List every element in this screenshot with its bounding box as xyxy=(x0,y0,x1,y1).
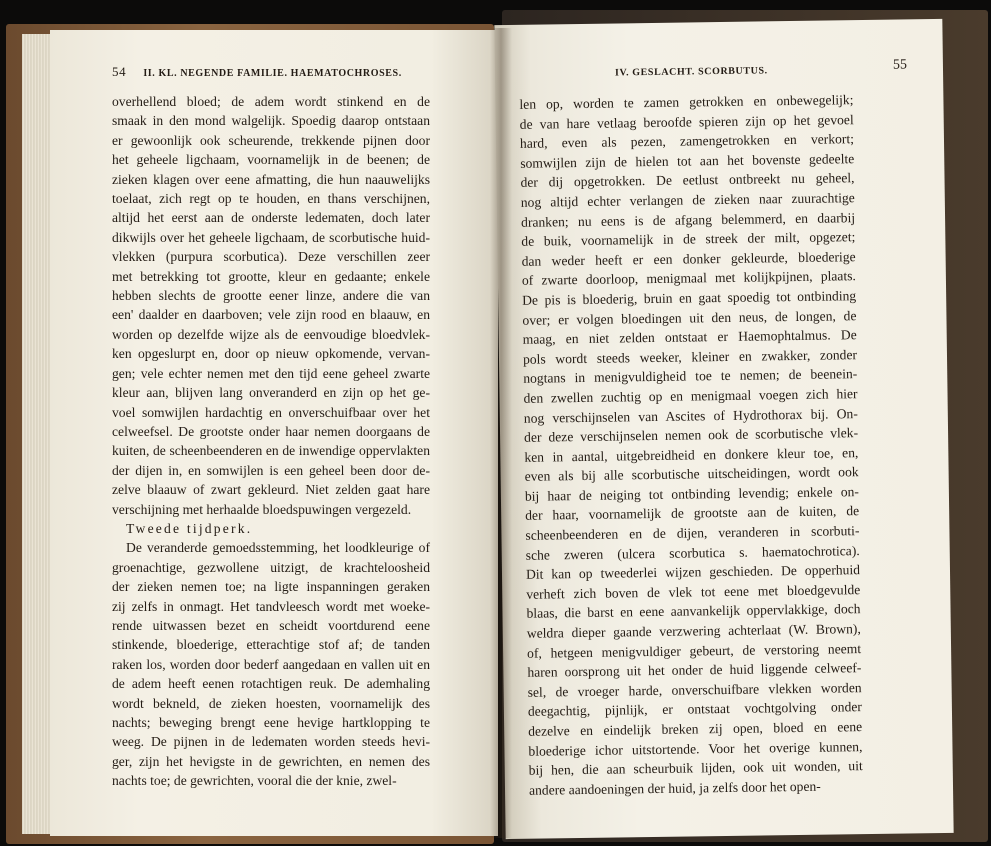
text-line: sel, de vroeger harde, onverschuifbare vlekken worden xyxy=(527,679,862,700)
text-line: De veranderde gemoedsstemming, het loodkleurige of xyxy=(126,540,430,556)
text-line: haren oorsprong uit het onder de huid liggende celweef- xyxy=(527,660,862,680)
text-line: dranken; nu eens is de afgang belemmerd, en daarbij xyxy=(520,209,856,230)
text-line: ken in aantal, uitgebreidheid en donkere kleur toe, en, xyxy=(524,444,859,465)
text-line: raken los, worden door bederf aangedaan en vallen uit en xyxy=(112,656,430,672)
book-gutter xyxy=(490,28,512,838)
text-line: der haar, voornamelijk de grootste aan de kuiten, de xyxy=(525,503,860,524)
right-body-text xyxy=(519,90,863,800)
text-line: er gewoonlijk ook scheurende, trekkende pijnen door xyxy=(112,132,430,148)
text-line: deegachtig, pijnlijk, er ontstaat vochtgolving onder xyxy=(527,699,862,720)
text-line: scheenbeenderen en de dijen, veranderen in scorbuti- xyxy=(525,523,860,543)
text-line: overhellend bloed; de adem wordt stinkend en de xyxy=(112,94,430,109)
text-line: groenachtige, gezwollene uitzigt, de krachteloosheid xyxy=(112,559,430,575)
text-line: nogtans in menigvuldigheid toe te nemen; de beenein- xyxy=(523,366,858,387)
text-line: hebben slechts de grootte eener linze, andere die van xyxy=(112,288,430,304)
left-page xyxy=(50,30,498,836)
left-page-number: 54 xyxy=(112,64,127,79)
text-line: met betrekking tot grootte, kleur en gedaante; enkele xyxy=(112,268,430,284)
text-line: sche zweren (ulcera scorbutica s. haematochrotica). xyxy=(525,542,860,563)
text-line: kleur aan, blijven lang onveranderd en zijn op het ge- xyxy=(112,385,430,401)
text-line: wordt bekneld, de zieken hoesten, voornamelijk des xyxy=(112,695,430,711)
text-line: blaas, die barst en eene aanvankelijk oppervlakkige, doch xyxy=(526,601,861,622)
text-line: kuiten, de scheenbeenderen en de inwendige oppervlakten xyxy=(112,443,430,459)
text-line: ken opgeslurpt en, door op nieuw opkomende, vervan- xyxy=(112,346,430,362)
text-line: rende uitwassen bezet en scheidt voortdurend eene xyxy=(112,617,430,633)
text-line: smaak in den mond walgelijk. Spoedig daarop ontstaan xyxy=(112,113,430,129)
text-line: zelve blaauw of zwart gekleurd. Niet zelden gaat hare xyxy=(112,482,430,498)
text-line: pols wordt steeds weeker, kleiner en zwakker, zonder xyxy=(522,346,858,367)
text-line: der dijen in, en somwijlen is een geheel been door de- xyxy=(112,462,430,478)
text-line: nachts; beweging brengt eene hevige hartklopping te xyxy=(112,715,430,730)
text-line: of zwarte doorloop, menigmaal met kolijkpijnen, plaats. xyxy=(521,268,856,289)
text-line: nog altijd echter verlangen de zieken naar zuurachtige xyxy=(520,190,855,210)
text-line: ger, zijn het hevigste in de gewrichten, en nemen des xyxy=(112,753,430,769)
page-edges xyxy=(22,34,52,834)
text-line: dan weder heeft er een donker gekleurde, bloederige xyxy=(521,248,856,269)
text-line: der zieken nemen toe; na ligte inspanningen geraken xyxy=(112,579,430,595)
text-line: nog verschijnselen van Ascites of Hydrothorax bij. On- xyxy=(523,405,858,426)
left-body-text xyxy=(112,92,430,791)
left-head-title: II. KL. NEGENDE FAMILIE. HAEMATOCHROSES. xyxy=(143,68,402,79)
right-page-number: 55 xyxy=(892,57,908,73)
text-line: Tweede tijdperk. xyxy=(126,520,253,536)
text-line: len op, worden te zamen getrokken en onbewegelijk; xyxy=(519,92,854,112)
text-line: Dit kan op tweederlei wijzen geschieden. De opperhuid xyxy=(525,562,861,583)
text-line: zij zelfs in onmagt. Het tandvleesch wordt met woeke- xyxy=(112,598,430,614)
text-line: verheft zich boven de vlek tot eene met bloedgevulde xyxy=(526,581,861,602)
text-line: over; er volgen bloedingen uit den neus, de longen, de xyxy=(522,307,857,328)
text-line: bij haar de neiging tot ontbinding levendig; enkele on- xyxy=(524,483,859,504)
left-running-head xyxy=(112,64,402,80)
text-line: de buik, voornamelijk in de streek der milt, opgezet; xyxy=(521,229,856,249)
text-line: dikwijls over het geheele ligchaam, de scorbutische huid- xyxy=(112,229,430,245)
text-line: het geheele ligchaam, voornamelijk in de beenen; de xyxy=(112,152,430,168)
text-line: nachts toe; de gewrichten, vooral die der knie, zwel- xyxy=(112,773,397,789)
text-line: worden op dezelfde wijze als de eenvoudige bloedvlek- xyxy=(112,326,430,342)
text-line: den zwellen zuchtig op en menigmaal voegen zich hier xyxy=(523,386,858,406)
text-line: hard, even als pezen, zamengetrokken en verkort; xyxy=(519,131,855,152)
text-line: even als bij alle scorbutische uitscheidingen, wordt ook xyxy=(524,464,859,485)
text-line: bloederige ichor uitstortende. Voor het overige kunnen, xyxy=(528,738,863,759)
text-line: de adem heeft eenen rotachtigen reuk. De ademhaling xyxy=(112,676,430,692)
text-line: vlekken (purpura scorbutica). Deze verschillen zeer xyxy=(112,249,430,265)
text-line: altijd het eerst aan de onderste ledematen, doch later xyxy=(112,210,430,226)
text-line: dezelve en eindelijk breken zij open, bloed en eene xyxy=(528,719,863,739)
text-line: somwijlen zijn de hielen tot aan het bovenste gedeelte xyxy=(520,150,855,171)
right-page xyxy=(494,19,953,839)
text-line: weldra dieper gaande verzwering achterlaat (W. Brown), xyxy=(526,621,861,641)
text-line: bij hen, die aan scheurbuik lijden, ook uit wonden, uit xyxy=(528,758,863,778)
text-line: celweefsel. De grootste onder haar nemen doorgaans de xyxy=(112,423,430,439)
text-line: weeg. De pijnen in de ledematen worden steeds hevi- xyxy=(112,734,430,750)
text-line: der deze verschijnselen nemen ook de scorbutische vlek- xyxy=(523,425,859,445)
text-line: verschijning met herhaalde bloedspuwingen vergezeld. xyxy=(112,501,412,517)
text-line: gen; vele echter nemen met den tijd eene geheel zwarte xyxy=(112,365,430,381)
text-line: de van hare vetlaag beroofde spieren zijn op het gevoel xyxy=(519,111,854,132)
text-line: of, hetgeen menigvuldiger gebeurt, de verstoring neemt xyxy=(527,640,862,661)
text-line: een' daalder en daarboven; vele zijn rood en blaauw, en xyxy=(112,307,430,323)
text-line: voel somwijlen hardachtig en onverschuifbaar over het xyxy=(112,404,430,420)
text-line: De pis is bloederig, bruin en gaat spoedig tot ontbinding xyxy=(522,288,857,308)
text-line: andere aandoeningen der huid, ja zelfs door het open- xyxy=(528,778,821,798)
text-line: stinkende, bloederige, etterachtige stof af; de tanden xyxy=(112,637,430,653)
right-head-title: IV. GESLACHT. SCORBUTUS. xyxy=(614,65,768,79)
text-line: der dij opgetrokken. De eetlust ontbreekt nu geheel, xyxy=(520,170,855,191)
text-line: toelaat, zich regt op te houden, en thans verschijnen, xyxy=(112,191,430,207)
text-line: maag, en niet zelden ontstaat er Haemophtalmus. De xyxy=(522,327,857,347)
text-line: zieken klagen over eene afmatting, die hun naauwelijks xyxy=(112,171,430,187)
